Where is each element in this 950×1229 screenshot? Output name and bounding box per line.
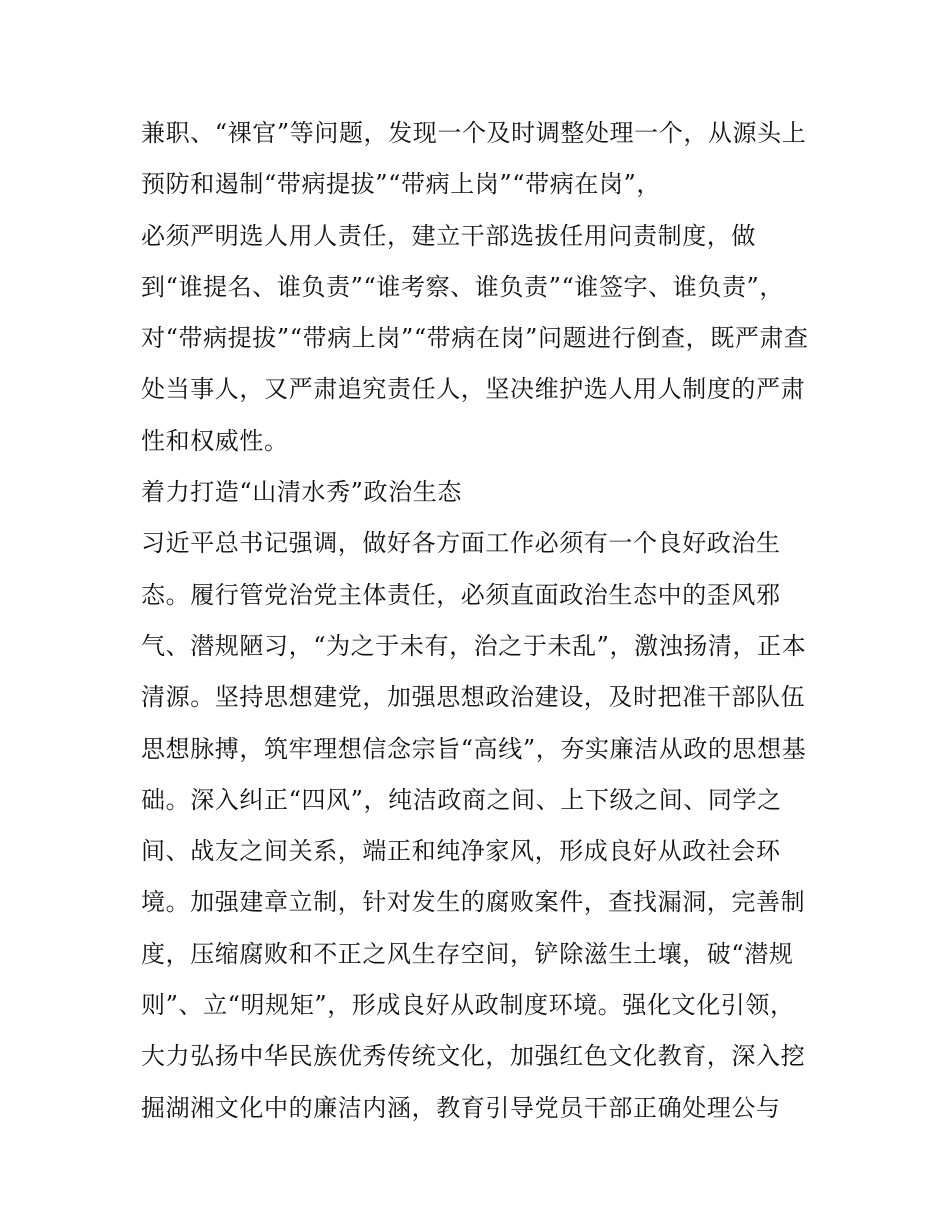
- text-line: 础。深入纠正“四风”，纯洁政商之间、上下级之间、同学之: [141, 785, 782, 814]
- text-line: 习近平总书记强调，做好各方面工作必须有一个良好政治生: [141, 529, 781, 558]
- text-line: 态。履行管党治党主体责任，必须直面政治生态中的歪风邪: [141, 580, 781, 609]
- text-line: 度，压缩腐败和不正之风生存空间，铲除滋生土壤，破“潜规: [141, 939, 794, 968]
- body-text: [141, 108, 821, 1134]
- text-line: 对“带病提拔”“带病上岗”“带病在岗”问题进行倒查，既严肃查: [141, 324, 809, 353]
- text-line: 必须严明选人用人责任，建立干部选拔任用问责制度，做: [141, 221, 756, 250]
- text-line: 清源。坚持思想建党，加强思想政治建设，及时把准干部队伍: [141, 683, 806, 712]
- text-line: 掘湖湘文化中的廉洁内涵，教育引导党员干部正确处理公与: [141, 1093, 781, 1122]
- text-line: 境。加强建章立制，针对发生的腐败案件，查找漏洞，完善制: [141, 888, 806, 917]
- text-line: 大力弘扬中华民族优秀传统文化，加强红色文化教育，深入挖: [141, 1042, 806, 1071]
- text-line: 间、战友之间关系，端正和纯净家风，形成良好从政社会环: [141, 837, 781, 866]
- text-line: 预防和遏制“带病提拔”“带病上岗”“带病在岗”，: [141, 170, 662, 199]
- text-line: 处当事人，又严肃追究责任人，坚决维护选人用人制度的严肃: [141, 375, 806, 404]
- text-line: 性和权威性。: [141, 426, 289, 455]
- section-heading: 着力打造“山清水秀”政治生态: [141, 478, 462, 507]
- text-line: 思想脉搏，筑牢理想信念宗旨“高线”，夯实廉洁从政的思想基: [141, 734, 807, 763]
- text-line: 则”、立“明规矩”，形成良好从政制度环境。强化文化引领，: [141, 991, 795, 1020]
- text-line: 兼职、“裸官”等问题，发现一个及时调整处理一个，从源头上: [141, 119, 807, 147]
- text-line: 气、潜规陋习，“为之于未有，治之于未乱”，激浊扬清，正本: [141, 631, 807, 660]
- text-line: 到“谁提名、谁负责”“谁考察、谁负责”“谁签字、谁负责”，: [141, 272, 785, 301]
